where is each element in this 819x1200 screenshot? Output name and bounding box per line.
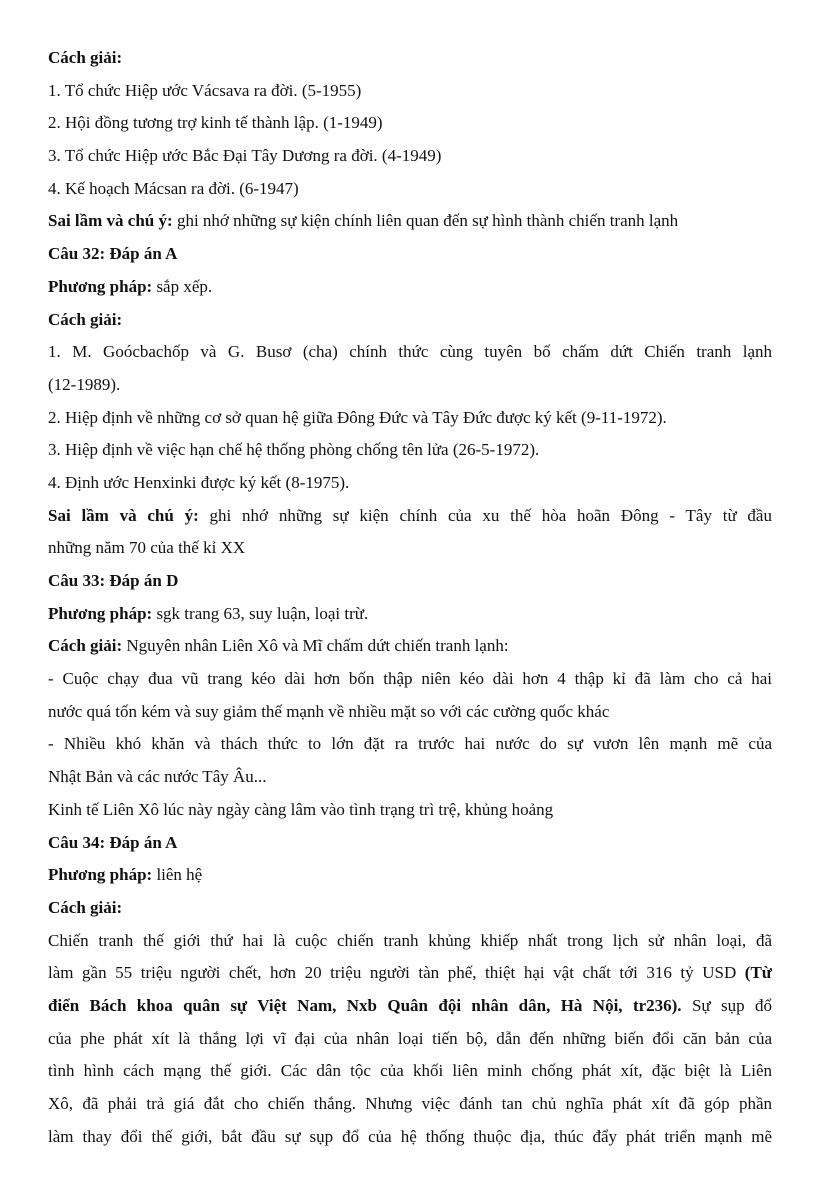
body-text: Sự sụp đổ (681, 995, 772, 1015)
q34-body-line-7: làm thay đổi thế giới, bắt đầu sự sụp đổ của hệ thống thuộc địa, thúc đẩy phát triển mạnh mẽ (48, 1126, 772, 1146)
method-text: sắp xếp. (152, 276, 213, 296)
q31-item-4: 4. Kế hoạch Mácsan ra đời. (6-1947) (48, 178, 299, 198)
q34-body-line-3 (48, 990, 772, 1023)
method-text: liên hệ (152, 865, 203, 885)
solution-label: Cách giải: (48, 636, 123, 656)
note-text: ghi nhớ những sự kiện chính liên quan đến sự hình thành chiến tranh lạnh (172, 211, 679, 231)
q32-solution-label: Cách giải: (48, 309, 123, 329)
q32-note-line-1 (48, 500, 772, 533)
method-text: sgk trang 63, suy luận, loại trừ. (152, 603, 369, 623)
q33-method (48, 598, 772, 631)
q33-para-2-line-1: - Nhiều khó khăn và thách thức to lớn đặt ra trước hai nước do sự vươn lên mạnh mẽ của (48, 734, 772, 754)
q31-solution-label: Cách giải: (48, 48, 123, 67)
q31-item-1: 1. Tổ chức Hiệp ước Vácsava ra đời. (5-1955) (48, 80, 362, 100)
q33-para-1-line-2: nước quá tốn kém và suy giảm thế mạnh về nhiều mặt so với các cường quốc khác (48, 701, 610, 721)
q33-para-1-line-1: - Cuộc chạy đua vũ trang kéo dài hơn bốn thập niên kéo dài hơn 4 thập kỉ đã làm cho cả hai (48, 669, 772, 689)
q34-body-line-6: Xô, đã phải trả giá đắt cho chiến thắng. Nhưng việc đánh tan chủ nghĩa phát xít đã góp phần (48, 1094, 772, 1113)
method-label: Phương pháp: (48, 865, 153, 885)
q33-para-2-line-2: Nhật Bản và các nước Tây Âu... (48, 767, 267, 787)
q34-body-line-2 (48, 957, 772, 990)
q32-item-1-line-1: 1. M. Goócbachốp và G. Busơ (cha) chính thức cùng tuyên bố chấm dứt Chiến tranh lạnh (48, 342, 772, 362)
q32-heading: Câu 32: Đáp án A (48, 244, 178, 264)
q32-item-1-line-2: (12-1989). (48, 374, 121, 394)
citation: điển Bách khoa quân sự Việt Nam, Nxb Quân đội nhân dân, Hà Nội, tr236). (48, 995, 682, 1015)
body-text: làm gần 55 triệu người chết, hơn 20 triệu người tàn phế, thiệt hại vật chất tới 316 tỷ USD (48, 963, 745, 983)
note-text: ghi nhớ những sự kiện chính của xu thế hòa hoãn Đông - Tây từ đầu (198, 505, 772, 525)
q32-note-line-2: những năm 70 của thế kỉ XX (48, 538, 246, 558)
q32-method (48, 271, 772, 304)
q33-solution (48, 630, 772, 663)
note-label: Sai lầm và chú ý: (48, 211, 173, 231)
q31-note (48, 205, 772, 238)
q33-heading: Câu 33: Đáp án D (48, 571, 179, 590)
q34-solution-label: Cách giải: (48, 897, 123, 917)
q34-body-line-5: tình hình cách mạng thế giới. Các dân tộc của khối liên minh chống phát xít, đặc biệt là Liên (48, 1061, 772, 1081)
q31-item-2: 2. Hội đồng tương trợ kinh tế thành lập. (1-1949) (48, 113, 383, 133)
note-label: Sai lầm và chú ý: (48, 505, 199, 525)
q32-item-2: 2. Hiệp định về những cơ sở quan hệ giữa Đông Đức và Tây Đức được ký kết (9-11-1972). (48, 407, 667, 427)
citation-start: (Từ (744, 963, 772, 983)
q34-body-line-1: Chiến tranh thế giới thứ hai là cuộc chiến tranh khủng khiếp nhất trong lịch sử nhân loại, đã (48, 930, 772, 950)
q32-item-4: 4. Định ước Henxinki được ký kết (8-1975). (48, 472, 350, 492)
q32-item-3: 3. Hiệp định về việc hạn chế hệ thống phòng chống tên lửa (26-5-1972). (48, 440, 540, 460)
method-label: Phương pháp: (48, 603, 153, 623)
q34-method (48, 859, 772, 892)
solution-text: Nguyên nhân Liên Xô và Mĩ chấm dứt chiến tranh lạnh: (122, 636, 509, 656)
q31-item-3: 3. Tổ chức Hiệp ước Bắc Đại Tây Dương ra đời. (4-1949) (48, 146, 442, 166)
q33-para-3: Kinh tế Liên Xô lúc này ngày càng lâm vào tình trạng trì trệ, khủng hoảng (48, 799, 554, 819)
document-page (48, 42, 772, 1153)
q34-heading: Câu 34: Đáp án A (48, 832, 178, 852)
method-label: Phương pháp: (48, 276, 153, 296)
q34-body-line-4: của phe phát xít là thắng lợi vĩ đại của nhân loại tiến bộ, dẫn đến những biến đổi căn bản của (48, 1028, 772, 1048)
